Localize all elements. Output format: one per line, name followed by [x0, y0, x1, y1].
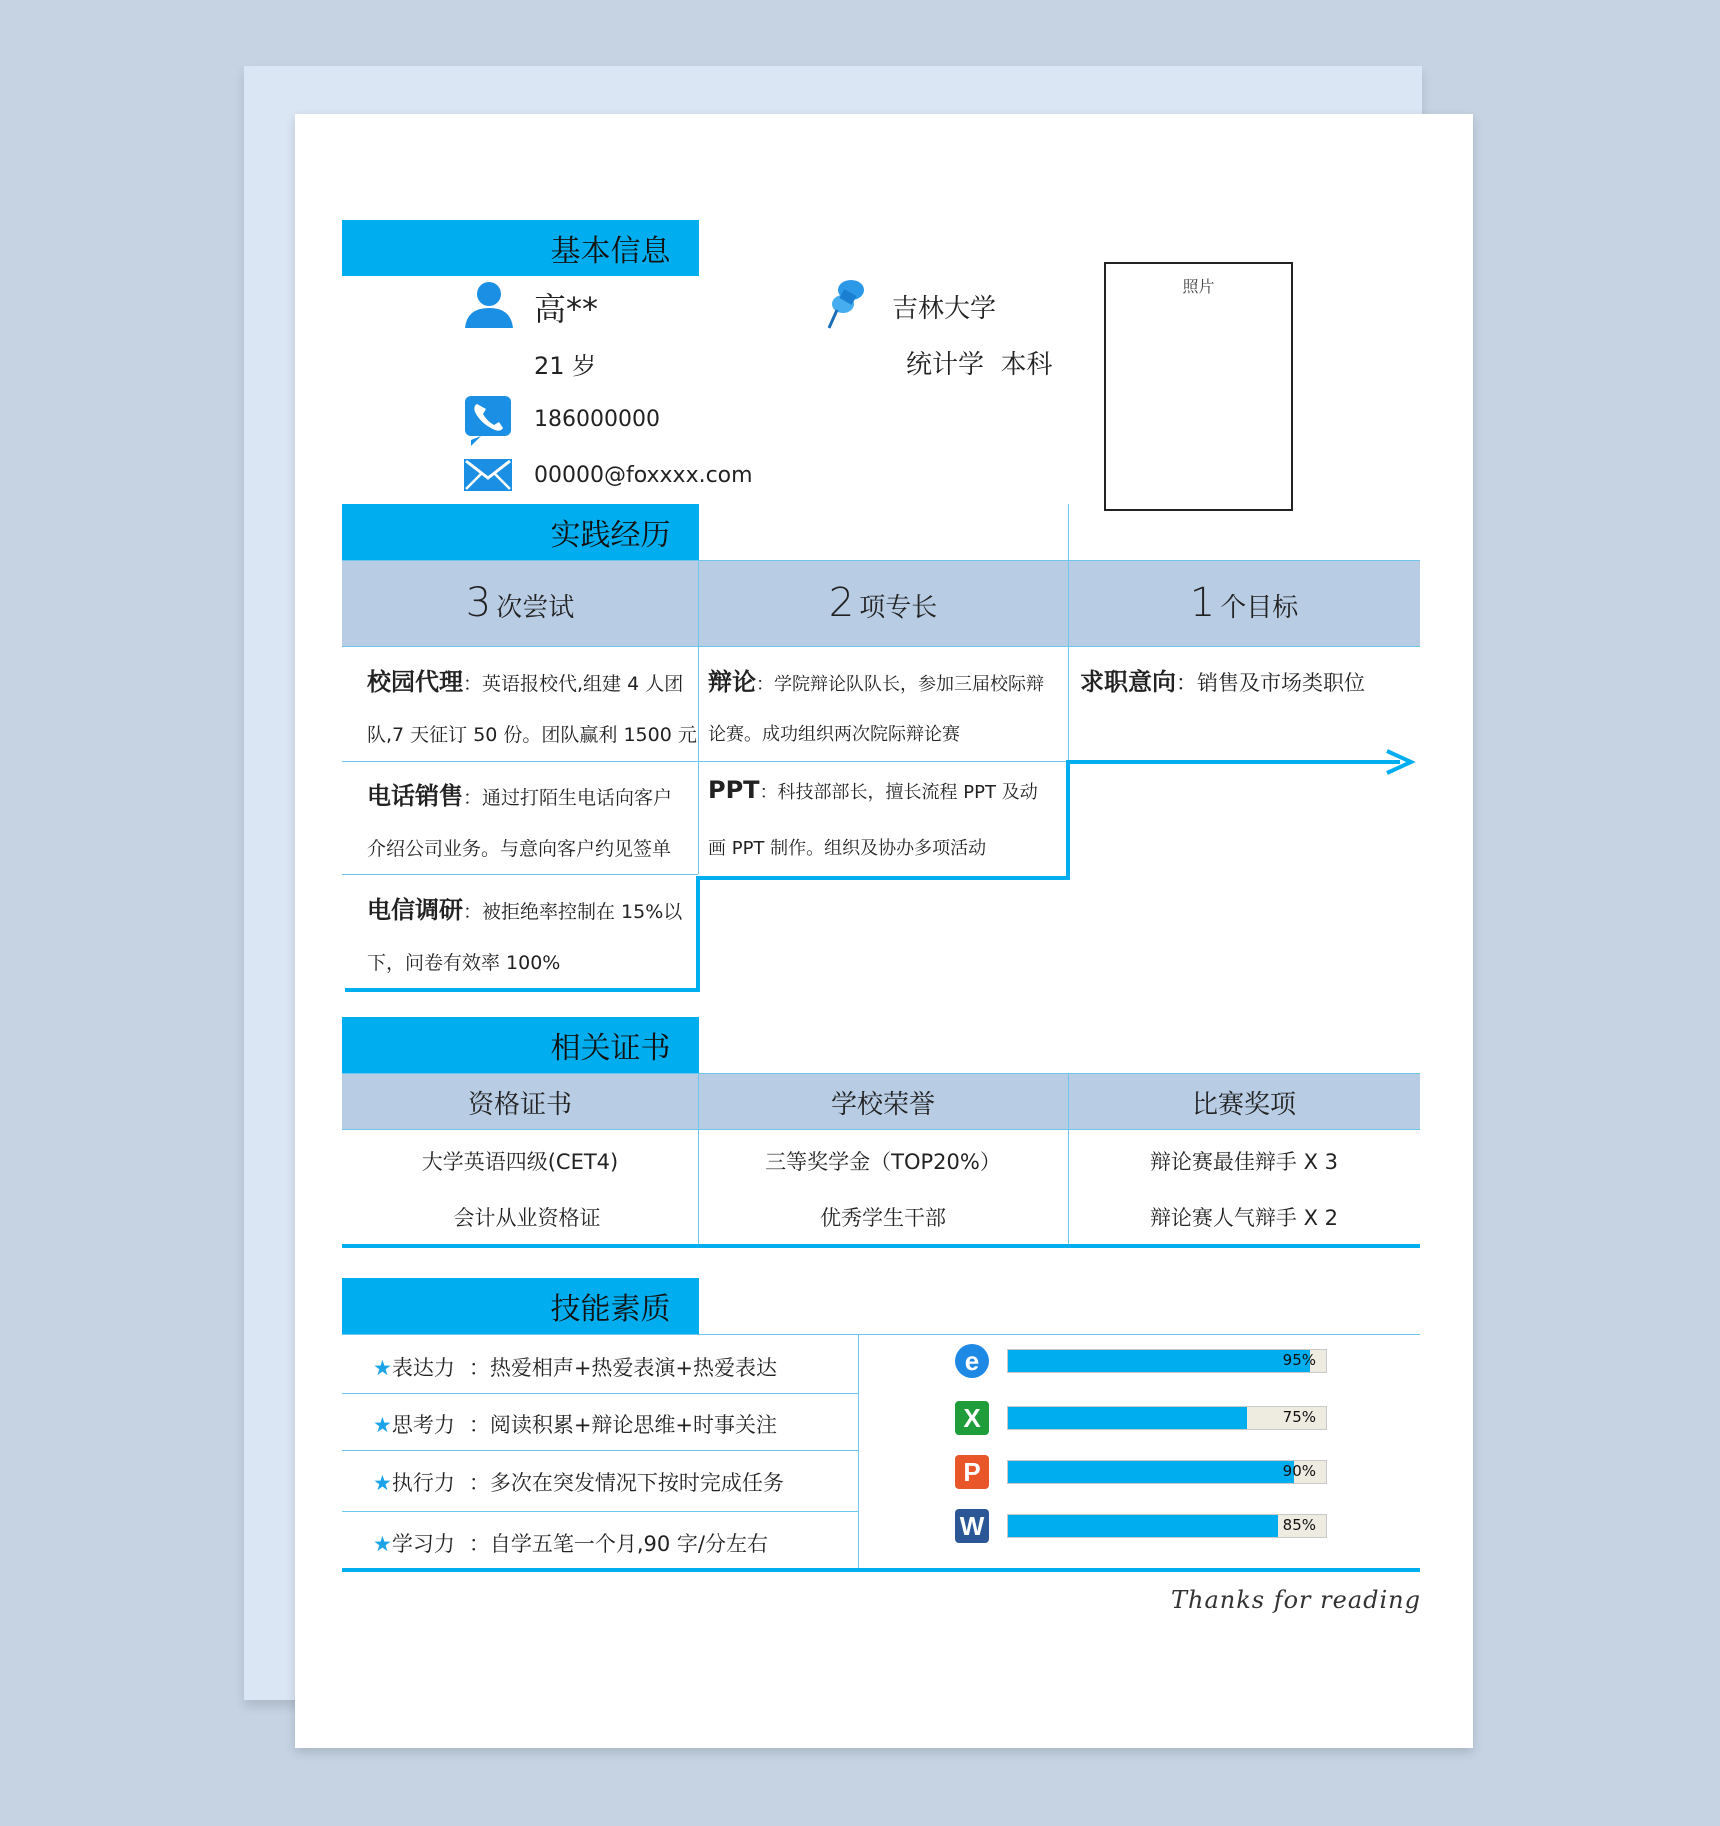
star-icon: ★	[373, 1356, 392, 1380]
divider	[342, 874, 698, 875]
divider	[342, 1129, 1420, 1130]
section-title-certs	[342, 1017, 699, 1073]
entry-text: ：被拒绝率控制在 15%以	[463, 901, 683, 923]
school-text: 吉林大学	[892, 294, 997, 324]
practice-entry-line	[708, 662, 1044, 697]
skill-item	[373, 1467, 784, 1497]
section-title-text: 技能素质	[550, 1292, 671, 1327]
person-icon	[463, 280, 515, 330]
major-text: 统计学 本科	[906, 350, 1053, 380]
divider	[342, 1511, 858, 1512]
entry-text: 介绍公司业务。与意向客户约见签单	[367, 838, 672, 860]
entry-text: 下，问卷有效率 100%	[367, 952, 561, 974]
cert-column-header: 学校荣誉	[830, 1090, 935, 1120]
star-icon: ★	[373, 1413, 392, 1437]
column-number: 1	[1189, 580, 1216, 626]
cert-item: 大学英语四级(CET4)	[421, 1150, 619, 1174]
email-text: 00000@foxxxx.com	[534, 463, 753, 488]
skill-desc: ：自学五笔一个月,90 字/分左右	[468, 1532, 768, 1556]
progress-label: 75%	[1282, 1408, 1316, 1426]
age-text: 21 岁	[534, 352, 597, 380]
practice-entry-line	[367, 776, 672, 811]
entry-heading: 辩论	[708, 668, 756, 696]
progress-label: 85%	[1282, 1516, 1316, 1534]
skill-name: 思考力	[391, 1413, 455, 1437]
phone-icon	[463, 394, 513, 446]
section-title-text: 基本信息	[550, 234, 671, 269]
section-title-practice	[342, 504, 699, 560]
entry-text: ：科技部部长，擅长流程 PPT 及动	[759, 782, 1038, 803]
practice-column-header	[1068, 580, 1420, 626]
progress-bar-fill	[1008, 1515, 1278, 1537]
entry-text: 队,7 天征订 50 份。团队赢利 1500 元	[367, 724, 697, 746]
divider	[342, 1568, 1420, 1572]
entry-text: ：学院辩论队队长，参加三届校际辩	[756, 674, 1044, 695]
photo-label: 照片	[1182, 277, 1215, 296]
cert-item: 三等奖学金（TOP20%）	[765, 1150, 1001, 1174]
skill-name: 执行力	[391, 1471, 455, 1495]
progress-bar-fill	[1008, 1350, 1310, 1372]
practice-entry-line	[1080, 662, 1365, 697]
column-label: 次尝试	[496, 593, 575, 623]
resume-page	[295, 114, 1473, 1748]
progress-bar-fill	[1008, 1407, 1247, 1429]
divider	[342, 1334, 1420, 1335]
skill-item	[373, 1352, 777, 1382]
excel-icon: X	[955, 1401, 989, 1435]
word-icon: W	[955, 1509, 989, 1543]
progress-label: 90%	[1282, 1462, 1316, 1480]
divider	[342, 761, 698, 762]
powerpoint-icon: P	[955, 1455, 989, 1489]
divider	[858, 1334, 859, 1570]
entry-heading: PPT	[708, 776, 760, 804]
column-number: 3	[465, 580, 492, 626]
skill-desc: ：热爱相声+热爱表演+热爱表达	[468, 1356, 778, 1380]
divider	[342, 560, 1420, 561]
column-label: 项专长	[859, 593, 938, 623]
star-icon: ★	[373, 1532, 392, 1556]
cert-item: 辩论赛最佳辩手 X 3	[1149, 1150, 1339, 1174]
entry-text: 画 PPT 制作。组织及协办多项活动	[708, 838, 987, 859]
divider	[342, 1244, 1420, 1248]
divider	[342, 1393, 858, 1394]
progress-bar	[1007, 1349, 1327, 1373]
ie-icon: e	[955, 1344, 989, 1378]
skill-name: 学习力	[391, 1532, 455, 1556]
cert-column-header: 比赛奖项	[1191, 1090, 1296, 1120]
skill-desc: ：多次在突发情况下按时完成任务	[468, 1471, 784, 1495]
section-title-text: 相关证书	[550, 1031, 671, 1066]
divider	[698, 761, 1068, 762]
skill-item	[373, 1409, 777, 1439]
practice-entry-line	[708, 776, 1038, 804]
skill-desc: ：阅读积累+辩论思维+时事关注	[468, 1413, 778, 1437]
entry-heading: 校园代理	[367, 668, 463, 696]
progress-bar	[1007, 1460, 1327, 1484]
name-text: 高**	[534, 290, 599, 328]
divider	[1068, 646, 1069, 760]
divider	[1068, 504, 1069, 560]
practice-column-header	[342, 580, 698, 626]
column-number: 2	[828, 580, 855, 626]
section-title-skills	[342, 1278, 699, 1334]
section-title-text: 实践经历	[550, 518, 671, 553]
progress-bar	[1007, 1514, 1327, 1538]
mail-icon	[463, 458, 513, 492]
column-label: 个目标	[1220, 593, 1299, 623]
cert-item: 辩论赛人气辩手 X 2	[1149, 1206, 1339, 1230]
pushpin-icon	[823, 276, 869, 330]
cert-item: 优秀学生干部	[820, 1206, 946, 1230]
entry-heading: 电话销售	[367, 782, 463, 810]
cert-item: 会计从业资格证	[453, 1206, 601, 1230]
divider	[342, 1450, 858, 1451]
thanks-text: Thanks for reading	[1171, 1586, 1421, 1614]
practice-column-header	[698, 580, 1068, 626]
cert-column-header: 资格证书	[467, 1090, 572, 1120]
progress-label: 95%	[1282, 1351, 1316, 1369]
practice-entry-line	[367, 662, 683, 697]
section-title-basic-info	[342, 220, 699, 276]
photo-placeholder	[1104, 262, 1293, 511]
divider	[342, 1073, 1420, 1074]
entry-heading: 求职意向	[1080, 668, 1176, 696]
entry-heading: 电信调研	[367, 896, 463, 924]
entry-text: ：销售及市场类职位	[1176, 671, 1365, 695]
skill-name: 表达力	[391, 1356, 455, 1380]
progress-bar	[1007, 1406, 1327, 1430]
entry-text: ：通过打陌生电话向客户	[463, 787, 673, 809]
entry-text: 论赛。成功组织两次院际辩论赛	[708, 724, 960, 745]
progress-bar-fill	[1008, 1461, 1294, 1483]
entry-text: ：英语报校代,组建 4 人团	[463, 673, 684, 695]
star-icon: ★	[373, 1471, 392, 1495]
divider	[698, 646, 699, 874]
skill-item	[373, 1528, 768, 1558]
phone-text: 186000000	[534, 407, 660, 432]
practice-entry-line	[367, 890, 682, 925]
divider	[342, 646, 1420, 647]
